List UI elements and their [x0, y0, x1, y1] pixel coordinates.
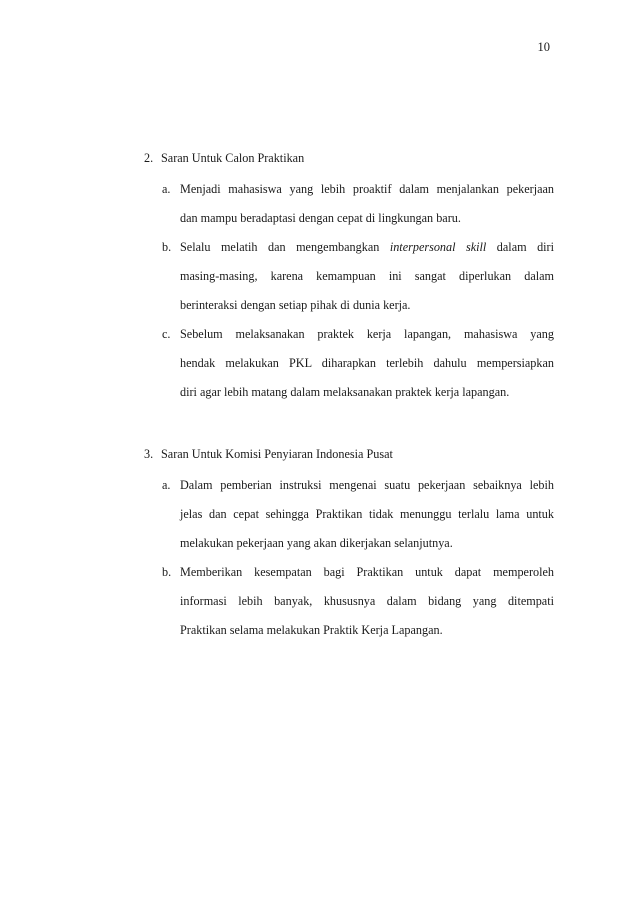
section-heading	[144, 148, 554, 168]
list-item	[162, 562, 554, 640]
section-number: 3.	[144, 447, 154, 461]
text-line: dan mampu beradaptasi dengan cepat di lingkungan baru.	[180, 211, 461, 225]
text-line: melakukan pekerjaan yang akan dikerjakan selanjutnya.	[180, 536, 453, 550]
text-line: berinteraksi dengan setiap pihak di dunia kerja.	[180, 298, 411, 312]
text-segment: Selalu melatih dan mengembangkan	[180, 240, 390, 254]
text-line: jelas dan cepat sehingga Praktikan tidak menunggu terlalu lama untuk	[180, 507, 554, 521]
text-line: informasi lebih banyak, khususnya dalam bidang yang ditempati	[180, 594, 554, 608]
text-line: Menjadi mahasiswa yang lebih proaktif dalam menjalankan pekerjaan	[180, 182, 554, 196]
text-line: Sebelum melaksanakan praktek kerja lapangan, mahasiswa yang	[180, 327, 554, 341]
text-line	[180, 237, 554, 257]
section-title: Saran Untuk Komisi Penyiaran Indonesia Pusat	[161, 447, 393, 461]
list-item	[162, 475, 554, 553]
section-title: Saran Untuk Calon Praktikan	[161, 151, 305, 165]
italic-term: interpersonal skill	[389, 240, 487, 254]
list-item	[162, 179, 554, 228]
section-number: 2.	[144, 151, 154, 165]
text-line: Dalam pemberian instruksi mengenai suatu pekerjaan sebaiknya lebih	[180, 478, 554, 492]
section-saran-calon-praktikan	[144, 148, 554, 411]
item-letter: a.	[162, 478, 171, 492]
list-item	[162, 324, 554, 402]
text-line: Memberikan kesempatan bagi Praktikan untuk dapat memperoleh	[180, 565, 554, 579]
list-item	[162, 237, 554, 315]
text-segment: dalam diri	[486, 240, 554, 254]
page-number: 10	[537, 40, 550, 54]
section-saran-kpi-pusat	[144, 444, 554, 649]
item-letter: a.	[162, 182, 171, 196]
text-line: diri agar lebih matang dalam melaksanakan praktek kerja lapangan.	[180, 385, 510, 399]
text-line: masing-masing, karena kemampuan ini sangat diperlukan dalam	[180, 269, 554, 283]
section-heading	[144, 444, 554, 464]
text-line: Praktikan selama melakukan Praktik Kerja Lapangan.	[180, 623, 443, 637]
item-letter: c.	[162, 327, 171, 341]
item-letter: b.	[162, 565, 172, 579]
text-line: hendak melakukan PKL diharapkan terlebih dahulu mempersiapkan	[180, 356, 554, 370]
item-letter: b.	[162, 240, 172, 254]
